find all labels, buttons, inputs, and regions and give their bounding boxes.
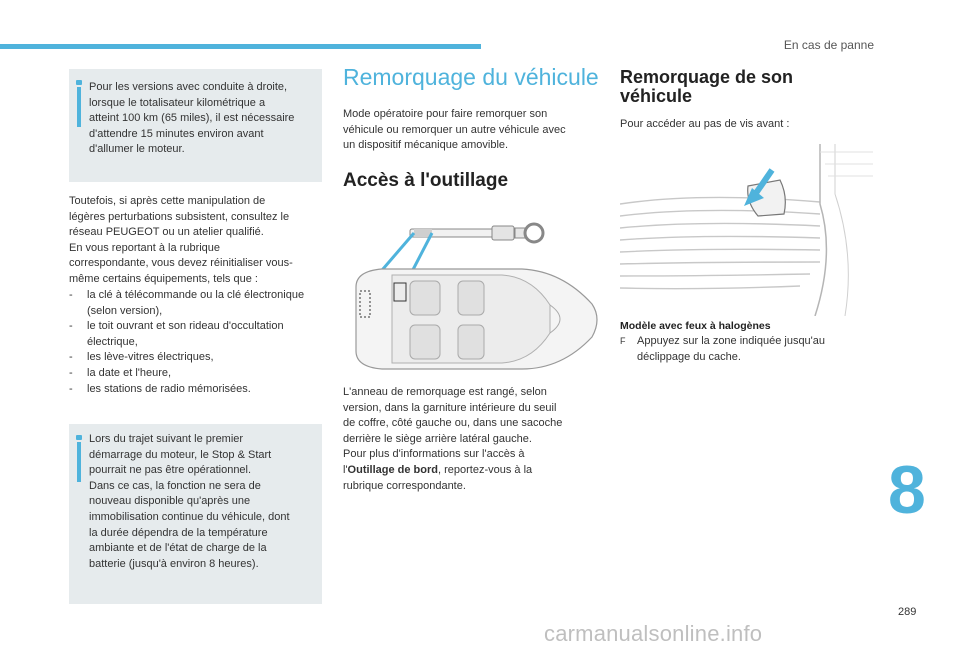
reset-paragraph: Toutefois, si après cette manipulation de légères perturbations subsistent, consultez le réseau PEUGEOT ou un atelier qualifié. En vous reportant à la rubrique correspondante, vous devez réinitialiser vous- même certains équipements, tels que : (69, 195, 293, 285)
list-item: - la clé à télécommande ou la clé électronique (selon version), (69, 289, 305, 317)
list-item: - les lève-vitres électriques, (69, 351, 214, 364)
onboard-tools-label: Outillage de bord (347, 463, 438, 476)
info-icon (77, 87, 81, 127)
own-vehicle-towing-heading: Remorquage de son véhicule (620, 67, 794, 106)
page-number: 289 (898, 606, 917, 618)
list-item: - le toit ouvrant et son rideau d'occultation électrique, (69, 320, 284, 348)
info-box-stop-start (69, 424, 322, 604)
info-icon (77, 442, 81, 482)
list-item: - la date et l'heure, (69, 366, 172, 379)
tools-access-heading: Accès à l'outillage (343, 170, 509, 191)
towing-intro: Mode opératoire pour faire remorquer son véhicule ou remorquer un autre véhicule avec un dispositif mécanique amovible. (343, 108, 566, 152)
section-title: En cas de panne (783, 38, 874, 52)
tow-ring-icon (515, 224, 543, 242)
tow-ring-location-text: L'anneau de remorquage est rangé, selon version, dans la garniture intérieure du seuil de coffre, côté gauche ou, dans une sacoche derrière le siège arrière latéral gauche. Pour plus d'informations sur l'accès à l'Outillage de bord, reportez-vous à la rubrique correspondante. (343, 386, 563, 492)
step-press-cover (620, 334, 870, 365)
watermark: carmanualsonline.info (544, 621, 763, 646)
equipment-list (69, 288, 324, 397)
car-tool-location-illustration (352, 209, 602, 374)
info-box-rhd (69, 69, 322, 182)
car-top-view (356, 269, 597, 369)
header-accent-bar (0, 44, 481, 49)
wrench-icon (410, 226, 514, 240)
halogen-model-label: Modèle avec feux à halogènes (620, 320, 771, 332)
step-text: Appuyez sur la zone indiquée jusqu'au déclippage du cache. (637, 335, 826, 363)
info-box-stop-start-text: Lors du trajet suivant le premier démarrage du moteur, le Stop & Start pourrait ne pas être opérationnel. Dans ce cas, la fonction ne sera de nouveau disponible qu'après une immobilisation continue du véhicule, dont la durée dépendra de la température ambiante et de l'état de charge de la batterie (jusqu'à environ 8 heures). (89, 433, 290, 570)
towing-title: Remorquage du véhicule (343, 64, 599, 90)
front-bumper-illustration (620, 144, 873, 316)
screw-thread-access-intro: Pour accéder au pas de vis avant : (620, 118, 790, 130)
list-item: - les stations de radio mémorisées. (69, 382, 251, 395)
chapter-number: 8 (888, 452, 926, 528)
step-marker: F (620, 336, 626, 346)
info-box-rhd-text: Pour les versions avec conduite à droite, lorsque le totalisateur kilométrique a atteint 100 km (65 miles), il est nécessaire d'attendre 15 minutes environ avant d'allumer le moteur. (89, 81, 295, 156)
